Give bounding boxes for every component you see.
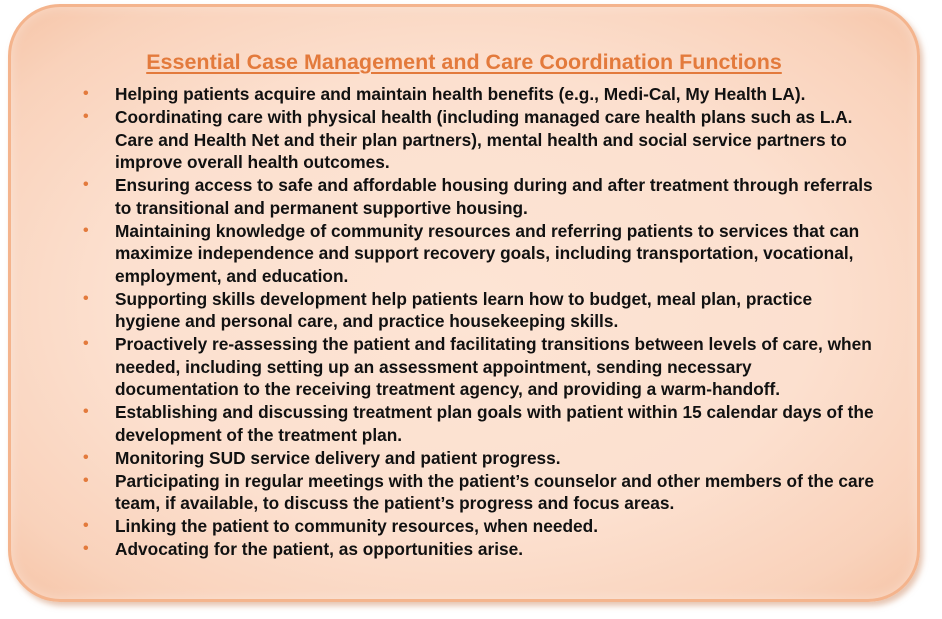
bullet-icon: •: [83, 517, 89, 534]
list-item-text: Monitoring SUD service delivery and patient progress.: [115, 447, 561, 468]
bullet-icon: •: [83, 176, 89, 193]
list-item: [78, 106, 878, 174]
list-item: [78, 174, 878, 219]
list-item-text: Participating in regular meetings with the patient’s counselor and other members of the care team, if available, to discuss the patient’s progress and focus areas.: [115, 470, 874, 513]
list-item: [78, 447, 878, 470]
list-item-text: Supporting skills development help patients learn how to budget, meal plan, practice hygiene and personal care, and practice housekeeping skills.: [115, 288, 813, 331]
list-item-text: Proactively re-assessing the patient and facilitating transitions between levels of care, when needed, including setting up an assessment appointment, sending necessary documentation to the receiving treatment agency, and providing a warm-handoff.: [115, 334, 872, 399]
list-item-text: Maintaining knowledge of community resources and referring patients to services that can maximize independence and support recovery goals, including transportation, vocational, employment, and education.: [115, 220, 860, 286]
list-item-text: Helping patients acquire and maintain health benefits (e.g., Medi-Cal, My Health LA).: [115, 84, 806, 104]
list-item: [78, 83, 878, 106]
functions-list: [78, 83, 878, 561]
list-item: [78, 288, 878, 333]
bullet-icon: •: [83, 85, 89, 102]
list-item: [78, 538, 878, 561]
bullet-icon: •: [83, 540, 89, 557]
list-item: [78, 220, 878, 288]
bullet-icon: •: [83, 221, 89, 239]
bullet-icon: •: [83, 289, 89, 307]
card-title-text: Essential Case Management and Care Coordination Functions: [146, 50, 782, 74]
list-item: [78, 515, 878, 538]
list-item-text: Ensuring access to safe and affordable housing during and after treatment through referrals to transitional and permanent supportive housing.: [115, 175, 873, 218]
list-item-text: Coordinating care with physical health (including managed care health plans such as L.A. Care and Health Net and their plan partners), mental health and social service partners to improve overall health outcomes.: [115, 107, 853, 172]
list-item-text: Establishing and discussing treatment plan goals with patient within 15 calendar days of the development of the treatment plan.: [115, 402, 874, 445]
bullet-icon: •: [83, 448, 89, 466]
list-item: [78, 333, 878, 401]
bullet-icon: •: [83, 108, 89, 125]
bullet-icon: •: [83, 335, 89, 352]
bullet-icon: •: [83, 403, 89, 420]
list-item: [78, 470, 878, 515]
list-item: [78, 401, 878, 446]
card-title: [11, 50, 917, 75]
list-item-text: Advocating for the patient, as opportunities arise.: [115, 539, 524, 559]
bullet-icon: •: [83, 471, 89, 489]
list-item-text: Linking the patient to community resources, when needed.: [115, 516, 598, 536]
